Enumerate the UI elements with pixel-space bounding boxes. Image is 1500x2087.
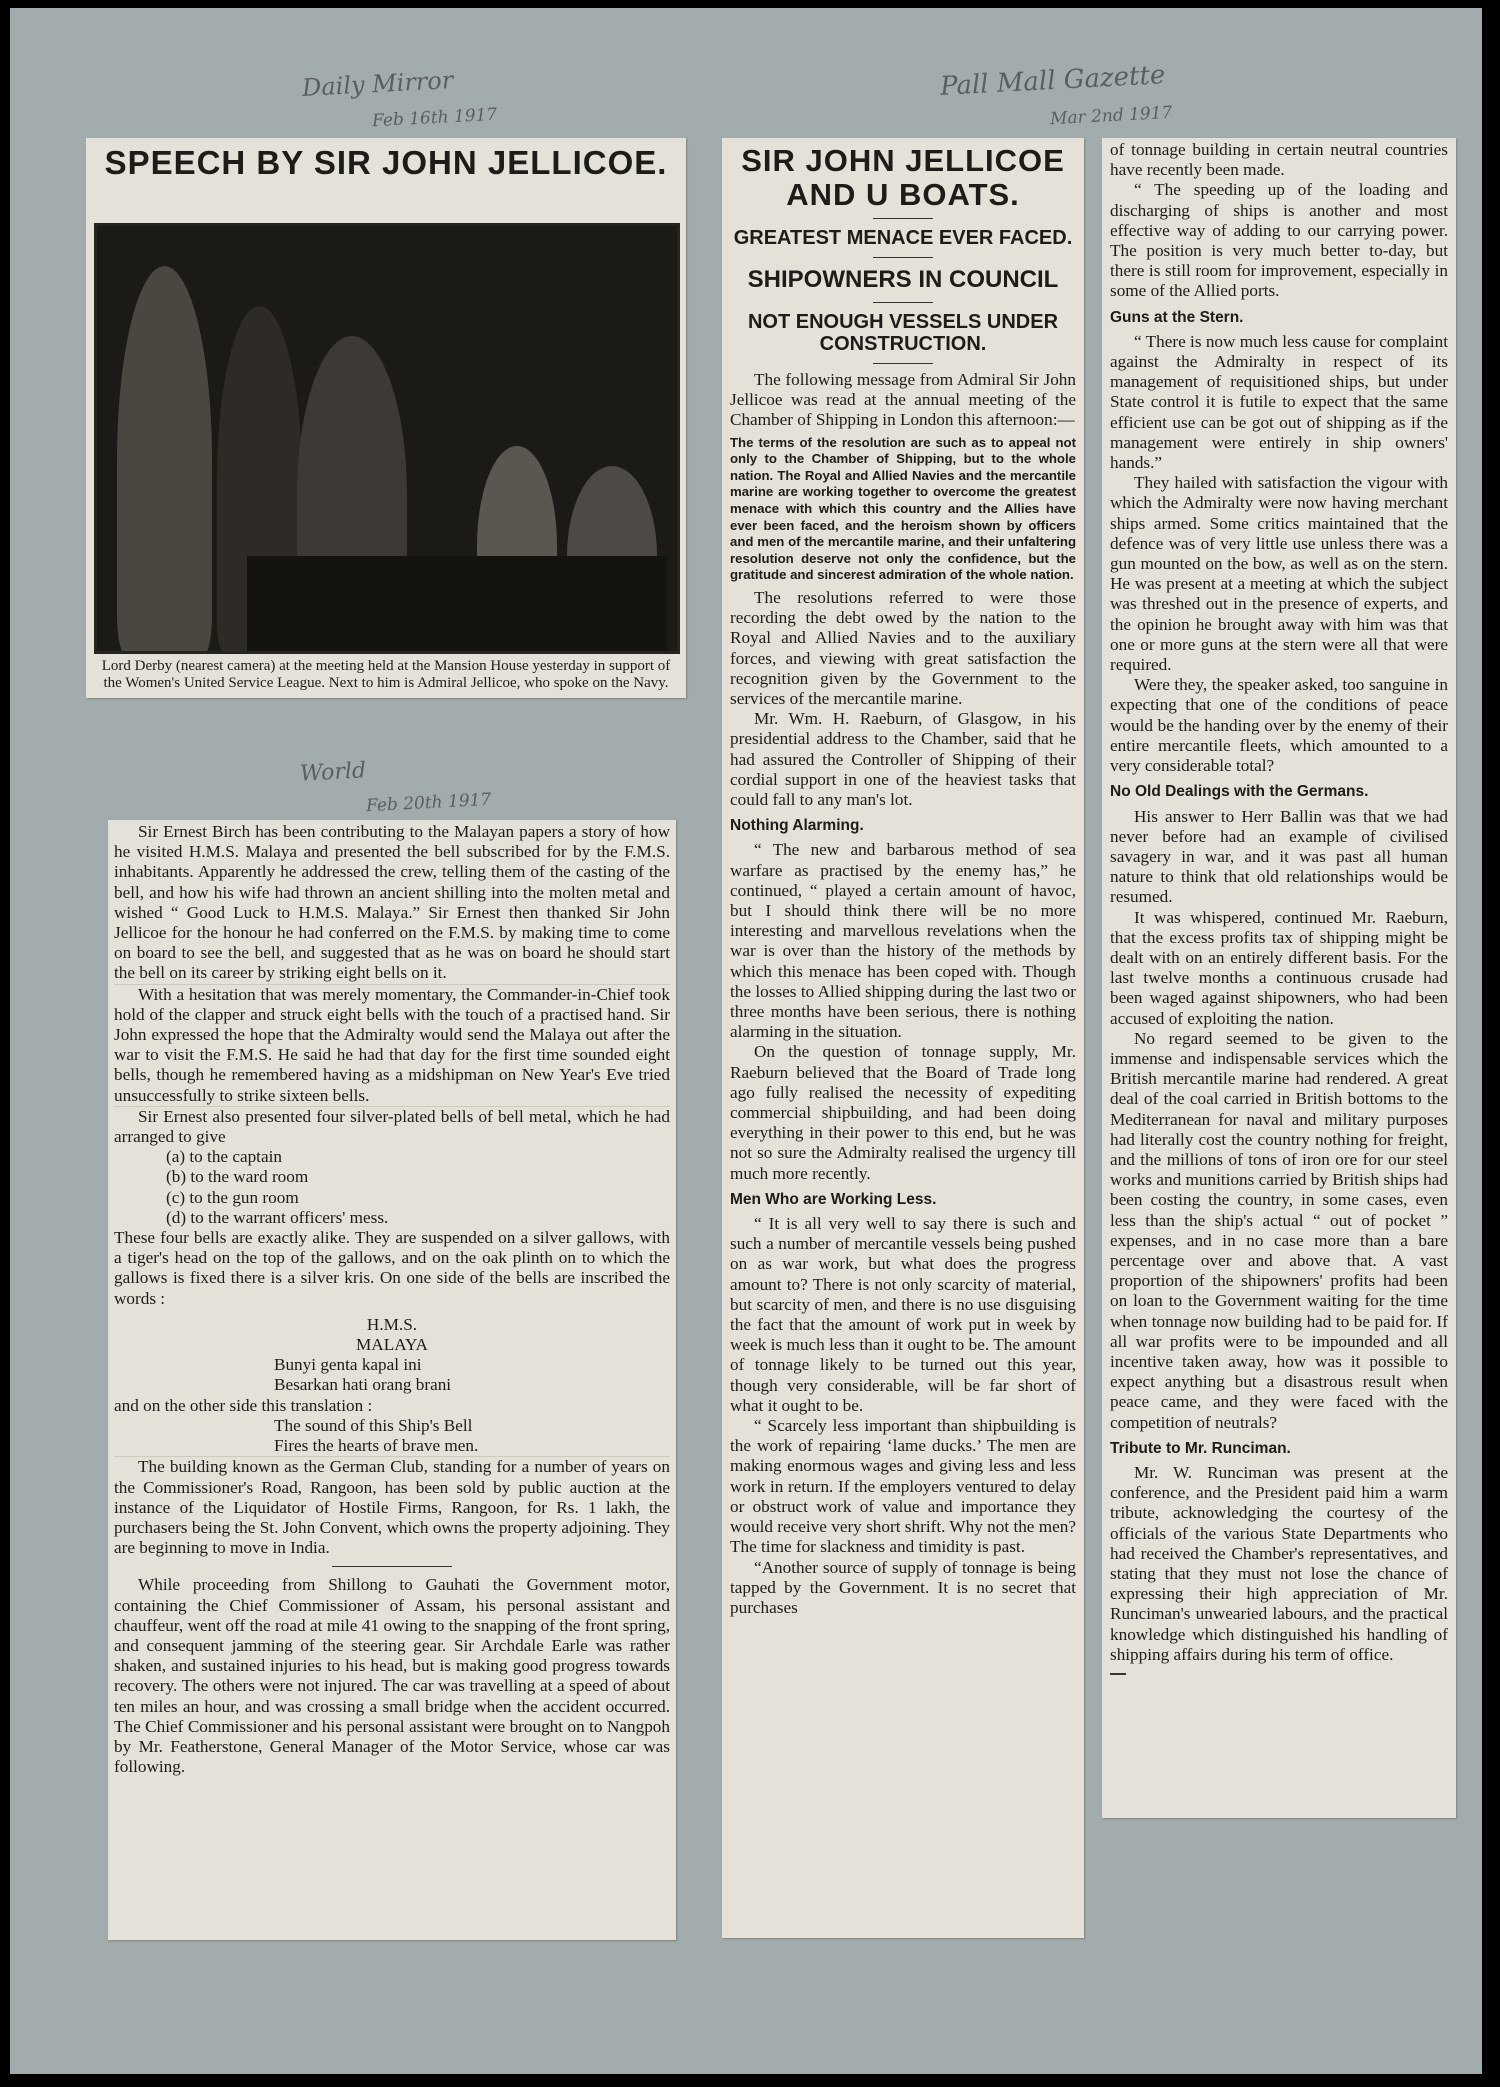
list-item: (c) to the gun room [166,1187,299,1207]
end-mark [1110,1673,1126,1675]
world-article [114,820,670,1777]
pmg-article-continued [1110,138,1448,1675]
scrapbook-page [10,8,1492,2074]
annotation-world-date: Feb 20th 1917 [365,789,492,817]
jellicoe-message: The terms of the resolution are such as to appeal not only to the Chamber of Shipping, but to the whole nation. The Royal and Allied Navies and the mercantile marine are working together to overcome the greatest menace with which this country and the Allies have ever been faced, and the heroism shown by officers and men of the mercantile marine, and their unfaltering resolution deserve not only the confidence, but the gratitude and sincerest admiration of the whole nation. [730,434,1076,583]
world-paragraph: With a hesitation that was merely momentary, the Commander-in-Chief took hold of the clapper and struck eight bells with the touch of a practised hand. Sir John expressed the hope that the Admiralty would send the Malaya out after the war to visit the F.M.S. He said he had that day for the first time sounded eight bells, though he remembered having as a midshipman on New Year's Eve tried unsuccessfully to strike sixteen bells. [114,984,670,1105]
inscription-line: The sound of this Ship's Bell [274,1415,473,1435]
pmg-title: SIR JOHN JELLICOE AND U BOATS. [741,143,1065,212]
pmg-paragraph: “ Scarcely less important than shipbuilding is the work of repairing ‘lame ducks.’ The men are making enormous wages and giving less and less work in return. If the employers ventured to delay or obstruct work of value and importance they would receive very short shrift. Why not the men? The time for slackness and timidity is past. [730,1416,1076,1557]
pall-mall-clipping-column-2 [1102,138,1456,1818]
pall-mall-clipping-column-1 [722,138,1084,1938]
mirror-headline: SPEECH BY SIR JOHN JELLICOE. [104,144,668,181]
pmg-paragraph: On the question of tonnage supply, Mr. Raeburn believed that the Board of Trade long ago fully realised the necessity of expediting commercial shipbuilding, and had been doing everything in their power to this end, but he was not so sure the Admiralty realised the urgency till much more recently. [730,1042,1076,1183]
pmg-paragraph: Mr. W. Runciman was present at the conference, and the President paid him a warm tribute, acknowledging the courtesy of the officials of the various State Departments who had received the Chamber's representatives, and stating that they must not lose the chance of expressing their high appreciation of Mr. Runciman's unwearied labours, and the practical knowledge which distinguished his handling of shipping affairs during his term of office. [1110,1463,1448,1664]
pmg-paragraph: “ There is now much less cause for complaint against the Admiralty in respect of its management of requisitioned ships, but under State control it is futile to expect that the same efficient use can be got out of shipping as if the management were entirely in ship owners' hands.” [1110,331,1448,473]
pmg-paragraph: The resolutions referred to were those recording the debt owed by the nation to the Royal and Allied Navies and to the auxiliary forces, and viewing with great satisfaction the recognition given by the Government to the services of the mercantile marine. [730,587,1076,708]
world-paragraph: While proceeding from Shillong to Gauhati the Government motor, containing the Chief Commissioner of Assam, his personal assistant and chauffeur, went off the road at mile 41 owing to the snapping of the front spring, and consequent jamming of the steering gear. Sir Archdale Earle was rather shaken, and sustained injuries to his head, but is making good progress towards recovery. The others were not injured. The car was travelling at a speed of about ten miles an hour, and was crossing a small bridge when the accident occurred. The Chief Commissioner and his personal assistant were brought on to Nangpoh by Mr. Featherstone, General Manager of the Motor Service, whose car was following. [114,1575,670,1777]
annotation-pall-mall-date: Mar 2nd 1917 [1049,102,1173,130]
inscription-line: Fires the hearts of brave men. [274,1436,479,1456]
annotation-world: World [299,758,367,787]
world-paragraph: Sir Ernest also presented four silver-plated bells of bell metal, which he had arranged to give [114,1106,670,1147]
list-item: (b) to the ward room [166,1167,309,1187]
world-text-line: and on the other side this translation : [114,1395,373,1415]
world-clipping [108,820,676,1940]
pmg-paragraph: “ The new and barbarous method of sea warfare as practised by the enemy has,” he continued, “ played a certain amount of havoc, but I should think there will be no more interesting and marvellous revelations when the war is over than the history of the methods by which this menace has been coped with. Though the losses to Allied shipping during the last two or three months have been serious, there is nothing alarming in the situation. [730,840,1076,1042]
annotation-daily-mirror-date: Feb 16th 1917 [371,104,498,132]
pmg-subheading: SHIPOWNERS IN COUNCIL [747,266,1059,293]
list-item: (a) to the captain [166,1147,282,1167]
pmg-article [730,370,1076,1618]
pmg-paragraph: His answer to Herr Ballin was that we had never before had an example of civilised savagery in war, and it was past all human nature to think that old relationships would be resumed. [1110,806,1448,907]
section-heading: Guns at the Stern. [1110,308,1244,326]
pmg-paragraph: of tonnage building in certain neutral countries have recently been made. [1110,140,1448,180]
pmg-subheading: NOT ENOUGH VESSELS UNDER CONSTRUCTION. [747,311,1059,355]
bell-list [166,1147,670,1228]
annotation-pall-mall: Pall Mall Gazette [939,60,1167,102]
inscription-line: MALAYA [356,1335,428,1355]
pmg-paragraph: Were they, the speaker asked, too sanguine in expecting that one of the conditions of peace would be the handing over by the enemy of their entire mercantile fleets, which amounted to a very considerable total? [1110,675,1448,776]
section-heading: Men Who are Working Less. [730,1190,937,1208]
annotation-daily-mirror: Daily Mirror [301,66,454,102]
pmg-paragraph: They hailed with satisfaction the vigour with which the Admiralty were now having merchant ships armed. Some critics maintained that the defence was of very little use unless there was a gun mounted on the bow, as well as on the stern. He was present at a meeting at which the subject was threshed out in the presence of experts, and the opinion he brought away with him was that one or more guns at the stern were all that were required. [1110,473,1448,675]
daily-mirror-clipping [86,138,686,698]
pmg-paragraph: “ It is all very well to say there is such and such a number of mercantile vessels being pushed on as war work, but what does the progress amount to? There is not only scarcity of material, but scarcity of men, and there is no use disguising the fact that the amount of work put in week by week is much less than it ought to be. The amount of tonnage likely to be turned out this year, though very considerable, will be far short of what it ought to be. [730,1214,1076,1415]
divider [873,218,933,219]
divider [873,302,933,303]
section-heading: Tribute to Mr. Runciman. [1110,1439,1291,1457]
divider [873,363,933,364]
pmg-paragraph: It was whispered, continued Mr. Raeburn, that the excess profits tax of shipping might be dealt with on an entirely different basis. For the last twelve months a continuous crusade had been waged against shipowners, who had been accused of exploiting the nation. [1110,907,1448,1028]
section-heading: No Old Dealings with the Germans. [1110,783,1369,801]
photo-caption: Lord Derby (nearest camera) at the meeting held at the Mansion House yesterday in support of the Women's United Service League. Next to him is Admiral Jellicoe, who spoke on the Navy. [101,658,671,691]
pmg-subheading: GREATEST MENACE EVER FACED. [733,227,1073,249]
world-paragraph: Sir Ernest Birch has been contributing to the Malayan papers a story of how he visited H.M.S. Malaya and presented the bell subscribed for by the F.M.S. inhabitants. Apparently he addressed the crew, telling them of the casting of the bell, and how his wife had thrown an ancient shilling into the molten metal and wished “ Good Luck to H.M.S. Malaya.” Sir Ernest then thanked Sir John Jellicoe for the honour he had conferred on the F.M.S. by making time to come on board to see the bell, and suggested that as he was on board he should start the bell on its career by striking eight bells on it. [114,822,670,983]
pmg-paragraph: Mr. Wm. H. Raeburn, of Glasgow, in his presidential address to the Chamber, said that he had assured the Controller of Shipping of their cordial support in one of the heaviest tasks that could fall to any man's lot. [730,709,1076,809]
world-paragraph: These four bells are exactly alike. They are suspended on a silver gallows, with a tiger's head on the top of the gallows, and on the oak plinth on to which the gallows is fixed there is a silver kris. On one side of the bells are inscribed the words : [114,1228,670,1308]
inscription-line: Bunyi genta kapal ini [274,1355,422,1375]
pmg-paragraph: “ The speeding up of the loading and discharging of ships is another and most effective way of adding to our carrying power. The position is very much better to-day, but there is still room for improvement, especially in some of the Allied ports. [1110,180,1448,301]
meeting-photograph [94,223,680,654]
divider [332,1566,452,1567]
pmg-paragraph: “Another source of supply of tonnage is being tapped by the Government. It is no secret that purchases [730,1557,1076,1617]
section-heading: Nothing Alarming. [730,817,864,835]
inscription-line: Besarkan hati orang brani [274,1375,452,1395]
inscription-line: H.M.S. [366,1314,418,1334]
pmg-paragraph: No regard seemed to be given to the immense and indispensable services which the British mercantile marine had rendered. A great deal of the coal carried in British bottoms to the Mediterranean for naval and military purposes had literally cost the country nothing for freight, and the millions of tons of iron ore for our steel works and munitions carried by British ships had been costing the country, in some cases, even less than the ship's actual “ out of pocket ” expenses, and in no case more than a bare percentage over and above that. A vast proportion of the shipowners' profits had been on loan to the Government waiting for the time when tonnage now building had to be paid for. If all war profits were to be impounded and all incentive taken away, how was it possible to expect anything but a disastrous result when peace came, and they were faced with the competition of neutrals? [1110,1028,1448,1432]
pmg-paragraph: The following message from Admiral Sir John Jellicoe was read at the annual meeting of the Chamber of Shipping in London this afternoon:— [730,370,1076,430]
list-item: (d) to the warrant officers' mess. [166,1207,389,1227]
divider [873,257,933,258]
world-paragraph: The building known as the German Club, standing for a number of years on the Commissioner's Road, Rangoon, has been sold by public auction at the instance of the Liquidator of Hostile Firms, Rangoon, for Rs. 1 lakh, the purchasers being the St. John Convent, which owns the property adjoining. They are beginning to move in India. [114,1457,670,1558]
